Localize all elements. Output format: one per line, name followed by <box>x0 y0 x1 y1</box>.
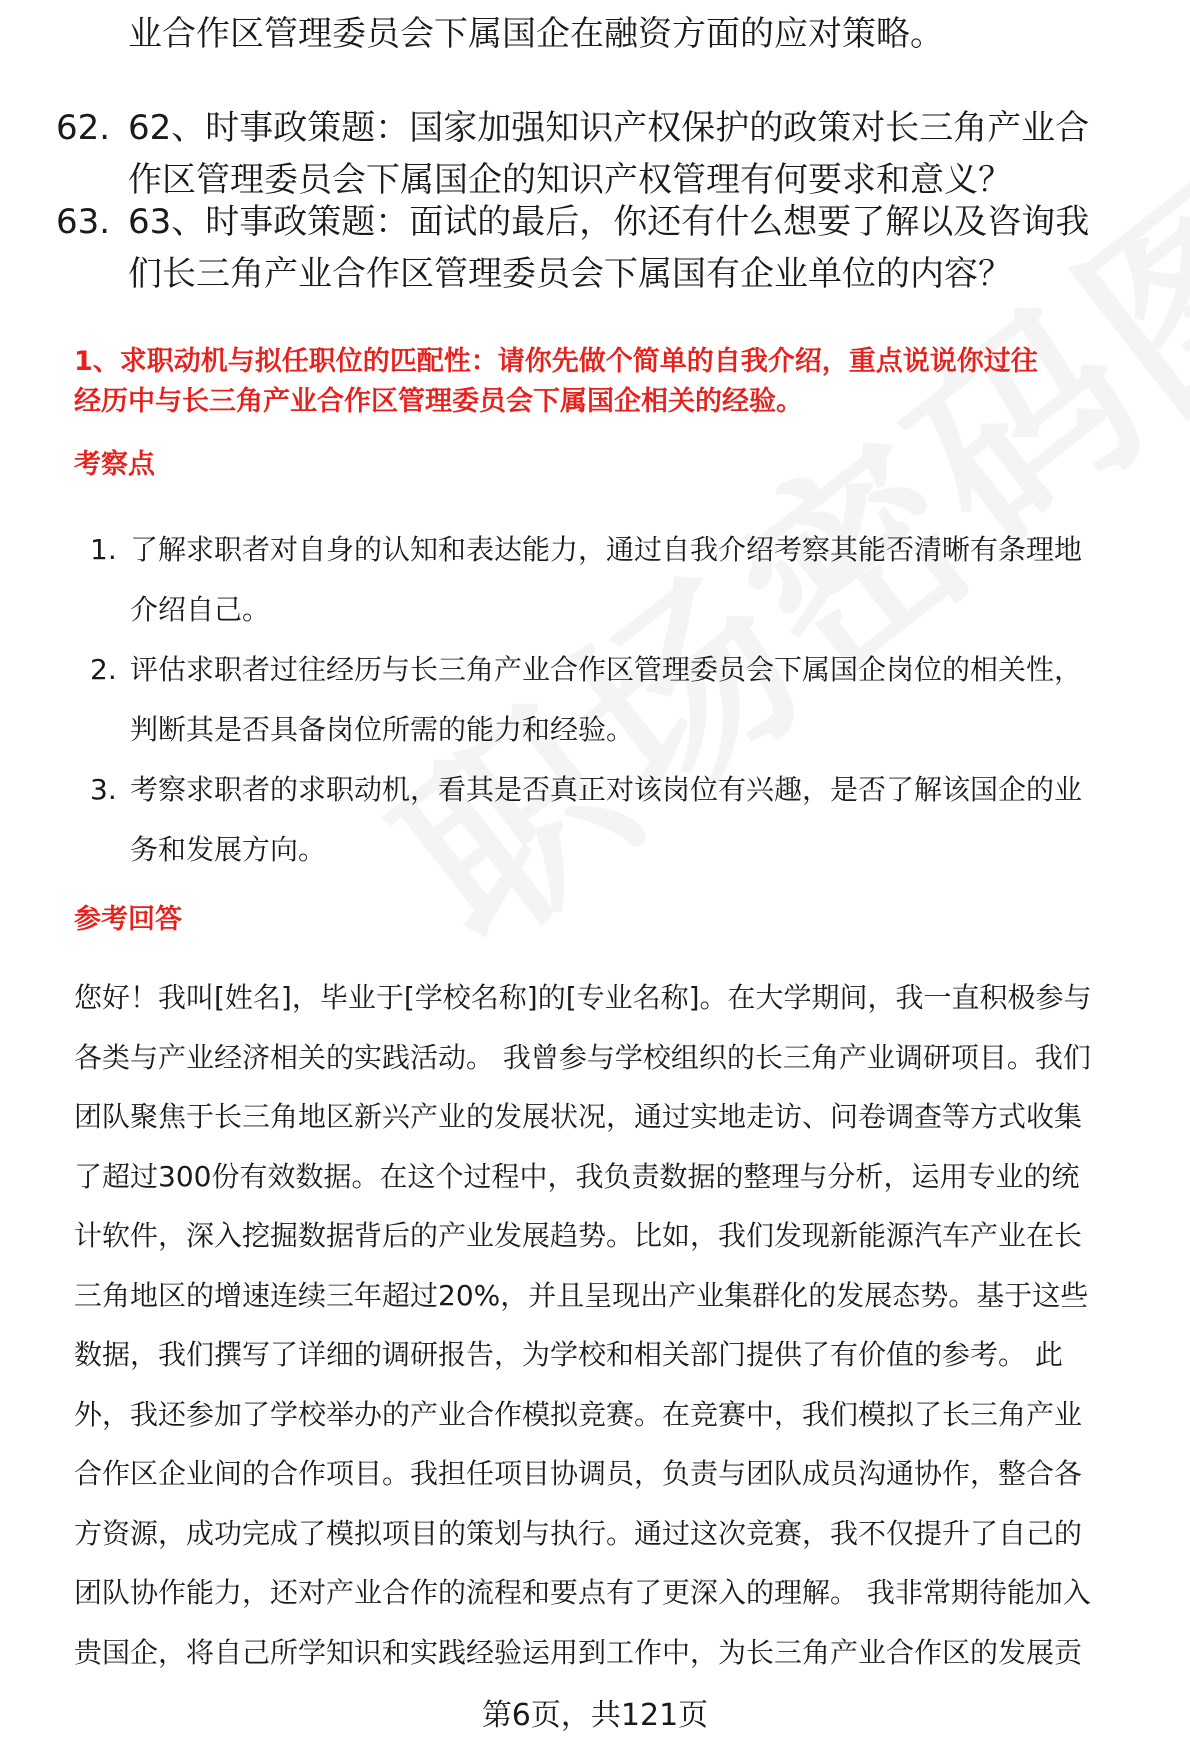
exam-point-line: 评估求职者过往经历与长三角产业合作区管理委员会下属国企岗位的相关性， <box>130 653 1083 686</box>
page-number: 第6页，共121页 <box>481 1698 709 1733</box>
question-line: 62、时事政策题：国家加强知识产权保护的政策对长三角产业合 <box>128 108 1090 148</box>
answer-line: 贵国企，将自己所学知识和实践经验运用到工作中，为长三角产业合作区的发展贡 <box>74 1635 1083 1669</box>
answer-line: 了超过300份有效数据。在这个过程中，我负责数据的整理与分析，运用专业的统 <box>74 1159 1080 1193</box>
answer-line: 合作区企业间的合作项目。我担任项目协调员，负责与团队成员沟通协作，整合各 <box>74 1457 1083 1490</box>
question-text <box>128 102 1190 206</box>
exam-point-line: 考察求职者的求职动机，看其是否真正对该岗位有兴趣，是否了解该国企的业 <box>130 773 1083 806</box>
answer-line: 团队聚焦于长三角地区新兴产业的发展状况，通过实地走访、问卷调查等方式收集 <box>74 1100 1083 1133</box>
question-line: 作区管理委员会下属国企的知识产权管理有何要求和意义？ <box>128 160 1012 200</box>
exam-point-line: 判断其是否具备岗位所需的能力和经验。 <box>130 713 635 746</box>
exam-point-line: 介绍自己。 <box>130 593 271 626</box>
exam-points-list <box>90 520 1140 880</box>
question-title-line: 经历中与长三角产业合作区管理委员会下属国企相关的经验。 <box>74 386 803 417</box>
answer-line: 计软件，深入挖掘数据背后的产业发展趋势。比如，我们发现新能源汽车产业在长 <box>74 1219 1083 1252</box>
question-text <box>128 196 1190 300</box>
exam-point-number: 3. <box>90 773 117 806</box>
question-title-line: 1、求职动机与拟任职位的匹配性：请你先做个简单的自我介绍，重点说说你过往 <box>74 346 1038 377</box>
answer-line: 数据，我们撰写了详细的调研报告，为学校和相关部门提供了有价值的参考。 此 <box>74 1338 1063 1371</box>
question-line: 63、时事政策题：面试的最后，你还有什么想要了解以及咨询我 <box>128 202 1090 242</box>
reference-answer-heading: 参考回答 <box>74 904 182 935</box>
exam-points-heading: 考察点 <box>74 449 155 480</box>
question-line: 们长三角产业合作区管理委员会下属国有企业单位的内容？ <box>128 254 1012 294</box>
answer-line: 各类与产业经济相关的实践活动。 我曾参与学校组织的长三角产业调研项目。我们 <box>74 1040 1091 1074</box>
question-number: 62. <box>56 108 111 148</box>
question-number: 63. <box>56 202 111 242</box>
answer-line: 三角地区的增速连续三年超过20%，并且呈现出产业集群化的发展态势。基于这些 <box>74 1278 1089 1312</box>
exam-point-item <box>90 520 1140 640</box>
exam-point-item <box>90 640 1140 760</box>
exam-point-number: 2. <box>90 653 117 686</box>
exam-point-line: 务和发展方向。 <box>130 833 327 866</box>
reference-answer-body <box>74 968 1154 1682</box>
answer-line: 外，我还参加了学校举办的产业合作模拟竞赛。在竞赛中，我们模拟了长三角产业 <box>74 1397 1083 1431</box>
answer-line: 您好！我叫[姓名]，毕业于[学校名称]的[专业名称]。在大学期间，我一直积极参与 <box>74 981 1092 1014</box>
answer-line: 方资源，成功完成了模拟项目的策划与执行。通过这次竞赛，我不仅提升了自己的 <box>74 1516 1083 1550</box>
exam-point-line: 了解求职者对自身的认知和表达能力，通过自我介绍考察其能否清晰有条理地 <box>130 533 1083 566</box>
question-continuation: 业合作区管理委员会下属国企在融资方面的应对策略。 <box>128 14 944 54</box>
question-title <box>74 342 1134 422</box>
answer-line: 团队协作能力，还对产业合作的流程和要点有了更深入的理解。 我非常期待能加入 <box>74 1576 1091 1609</box>
exam-point-number: 1. <box>90 533 117 566</box>
exam-point-item <box>90 760 1140 880</box>
